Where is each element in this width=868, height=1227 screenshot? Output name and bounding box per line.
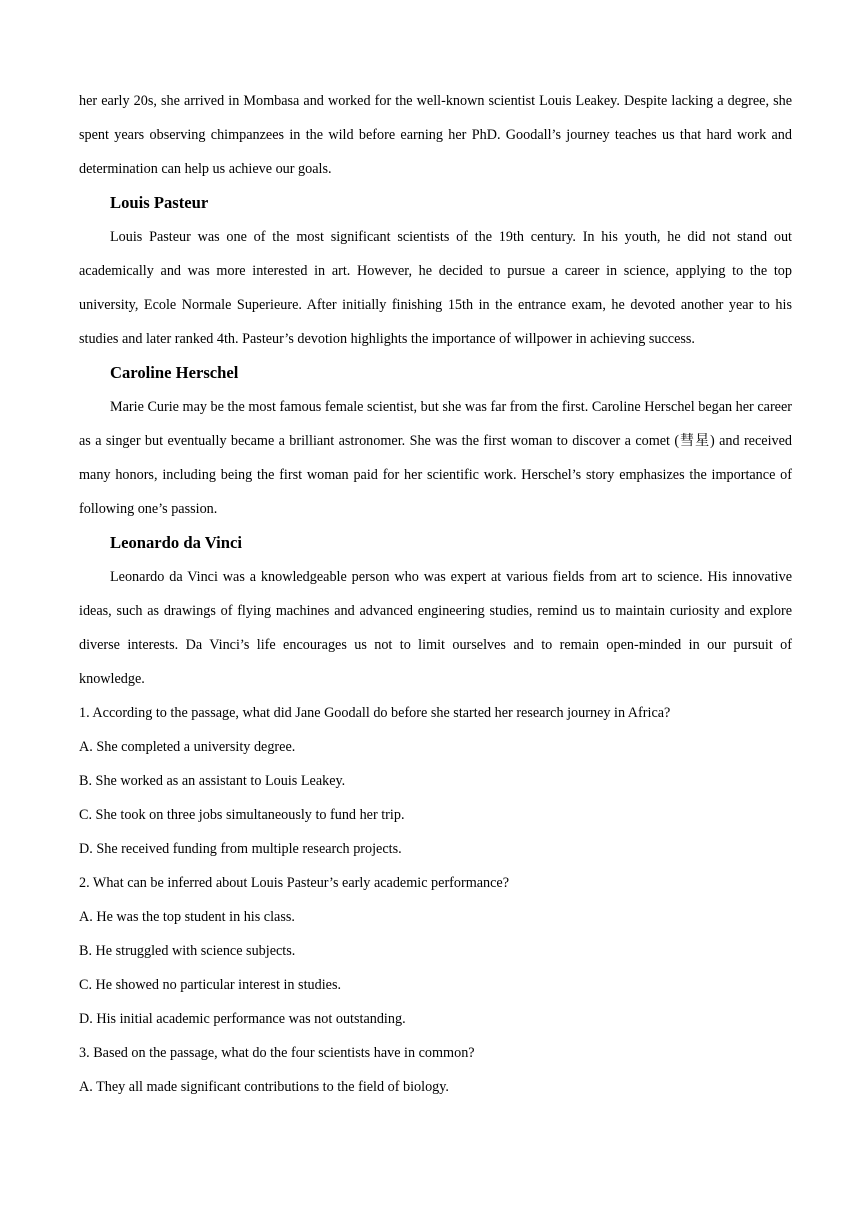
question-stem: 1. According to the passage, what did Jane Goodall do before she started her research journey in Africa? (79, 705, 671, 721)
question-1 (79, 696, 792, 866)
option-b: B. He struggled with science subjects. (79, 943, 296, 959)
passage-paragraph-da-vinci: Leonardo da Vinci was a knowledgeable person who was expert at various fields from art to science. His innovative ideas, such as drawings of flying machines and advanced engineering studies, remind us to maintain curiosity and explore diverse interests. Da Vinci’s life encourages us not to limit ourselves and to remain open-minded in our pursuit of knowledge. (79, 569, 792, 687)
passage-paragraph-goodall: her early 20s, she arrived in Mombasa and worked for the well-known scientist Louis Leakey. Despite lacking a degree, she spent years observing chimpanzees in the wild before earning her PhD. Goodall’s journey teaches us that hard work and determination can help us achieve our goals. (79, 93, 792, 177)
option-d: D. His initial academic performance was not outstanding. (79, 1011, 406, 1027)
option-b: B. She worked as an assistant to Louis Leakey. (79, 773, 346, 789)
question-stem: 3. Based on the passage, what do the four scientists have in common? (79, 1045, 475, 1061)
document-page (79, 84, 792, 1104)
question-3 (79, 1036, 792, 1104)
option-c: C. He showed no particular interest in studies. (79, 977, 342, 993)
option-a: A. He was the top student in his class. (79, 909, 295, 925)
section-heading-da-vinci: Leonardo da Vinci (110, 533, 242, 552)
option-c: C. She took on three jobs simultaneously to fund her trip. (79, 807, 405, 823)
section-heading-herschel: Caroline Herschel (110, 363, 239, 382)
passage-paragraph-pasteur: Louis Pasteur was one of the most significant scientists of the 19th century. In his youth, he did not stand out academically and was more interested in art. However, he decided to pursue a career in science, applying to the top university, Ecole Normale Superieure. After initially finishing 15th in the entrance exam, he devoted another year to his studies and later ranked 4th. Pasteur’s devotion highlights the importance of willpower in achieving success. (79, 229, 792, 347)
question-stem: 2. What can be inferred about Louis Pasteur’s early academic performance? (79, 875, 510, 891)
option-d: D. She received funding from multiple research projects. (79, 841, 402, 857)
option-a: A. She completed a university degree. (79, 739, 296, 755)
question-2 (79, 866, 792, 1036)
option-a: A. They all made significant contributions to the field of biology. (79, 1079, 449, 1095)
passage-paragraph-herschel: Marie Curie may be the most famous female scientist, but she was far from the first. Caroline Herschel began her career as a singer but eventually became a brilliant astronomer. She was the first woman to discover a comet (彗星) and received many honors, including being the first woman paid for her scientific work. Herschel’s story emphasizes the importance of following one’s passion. (79, 399, 792, 517)
section-heading-pasteur: Louis Pasteur (110, 193, 209, 212)
